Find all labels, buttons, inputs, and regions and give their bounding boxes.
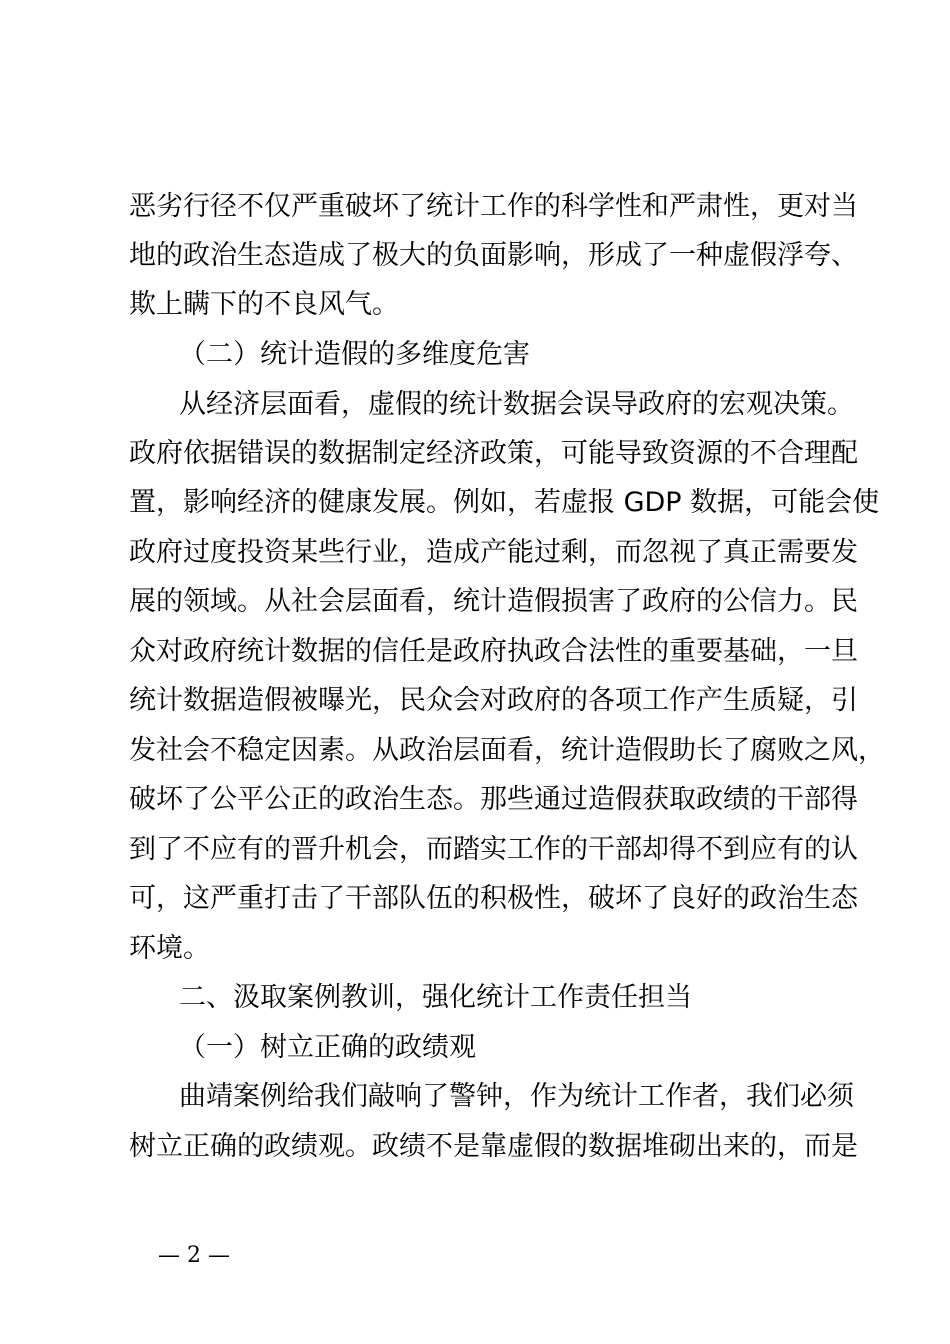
page-number: — 2 — xyxy=(158,1243,230,1268)
subsection-heading: （一）树立正确的政绩观 xyxy=(179,1032,476,1063)
body-text-line: 破坏了公平公正的政治生态。那些通过造假获取政绩的干部得 xyxy=(129,784,858,815)
body-text-line: 树立正确的政绩观。政绩不是靠虚假的数据堆砌出来的，而是 xyxy=(129,1131,858,1162)
section-heading: （二）统计造假的多维度危害 xyxy=(179,339,530,370)
body-text-line: 统计数据造假被曝光，民众会对政府的各项工作产生质疑，引 xyxy=(129,685,858,716)
section-heading: 二、汲取案例教训，强化统计工作责任担当 xyxy=(179,982,692,1013)
body-text-line: 发社会不稳定因素。从政治层面看，统计造假助长了腐败之风， xyxy=(129,735,885,766)
body-text-line: 置，影响经济的健康发展。例如，若虚报 GDP 数据，可能会使 xyxy=(129,487,880,518)
body-text-line: 恶劣行径不仅严重破坏了统计工作的科学性和严肃性，更对当 xyxy=(129,191,858,222)
body-text-line: 展的领域。从社会层面看，统计造假损害了政府的公信力。民 xyxy=(129,586,858,617)
body-text-line: 可，这严重打击了干部队伍的积极性，破坏了良好的政治生态 xyxy=(129,883,858,914)
body-text-line: 到了不应有的晋升机会，而踏实工作的干部却得不到应有的认 xyxy=(129,834,858,865)
body-text-line: 欺上瞒下的不良风气。 xyxy=(129,289,399,320)
body-text-line: 环境。 xyxy=(129,933,210,964)
body-text-line: 从经济层面看，虚假的统计数据会误导政府的宏观决策。 xyxy=(179,389,854,420)
body-text-line: 政府过度投资某些行业，造成产能过剩，而忽视了真正需要发 xyxy=(129,537,858,568)
body-text-line: 政府依据错误的数据制定经济政策，可能导致资源的不合理配 xyxy=(129,438,858,469)
body-text-line: 地的政治生态造成了极大的负面影响，形成了一种虚假浮夸、 xyxy=(129,240,858,271)
body-text-line: 众对政府统计数据的信任是政府执政合法性的重要基础，一旦 xyxy=(129,636,858,667)
body-text-line: 曲靖案例给我们敲响了警钟，作为统计工作者，我们必须 xyxy=(179,1081,854,1112)
